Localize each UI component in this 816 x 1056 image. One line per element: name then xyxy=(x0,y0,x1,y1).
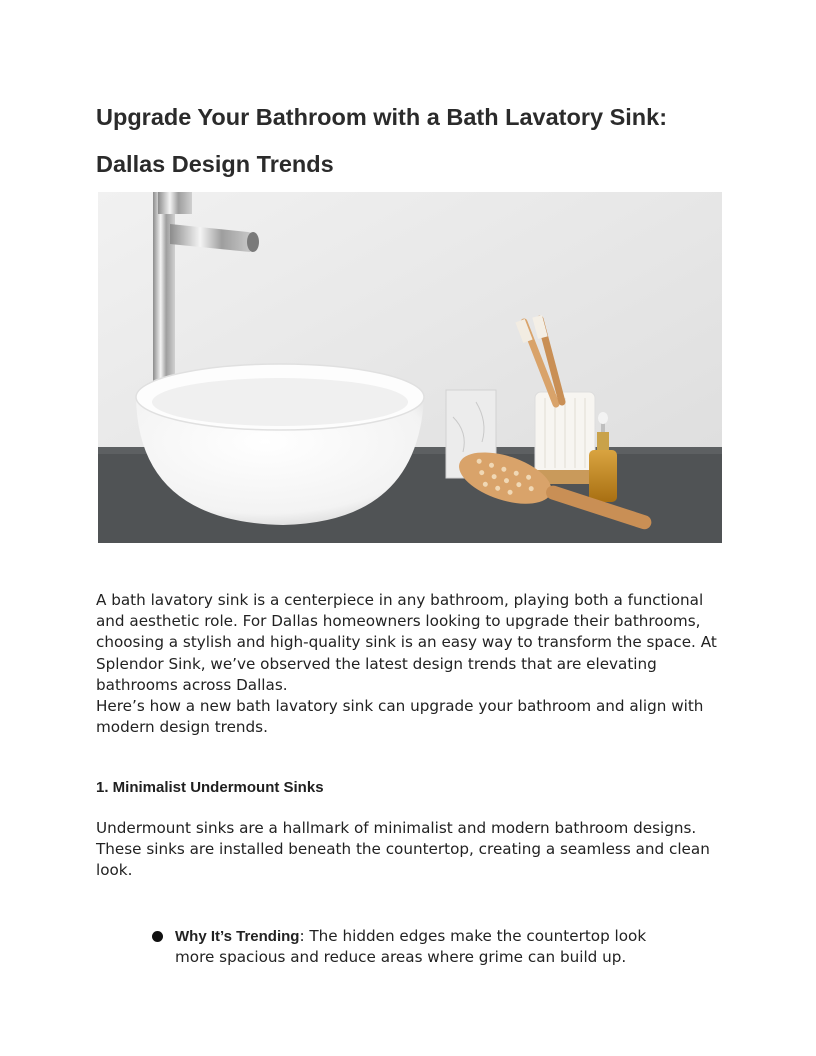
bullet-label: Why It’s Trending xyxy=(175,928,300,945)
article-title: Upgrade Your Bathroom with a Bath Lavatory Sink: Dallas Design Trends xyxy=(96,104,668,177)
bullet-list xyxy=(152,926,672,968)
section-heading: 1. Minimalist Undermount Sinks xyxy=(96,779,324,796)
bullet-icon xyxy=(152,931,163,942)
hero-image xyxy=(98,192,722,543)
intro-paragraph xyxy=(96,590,720,738)
bathroom-sink-photo xyxy=(98,192,722,543)
bullet-text: : The hidden edges make the countertop look more spacious and reduce areas where grime can build up. xyxy=(175,927,647,967)
intro-text-2: Here’s how a new bath lavatory sink can upgrade your bathroom and align with modern design trends. xyxy=(96,697,704,737)
intro-text-1: A bath lavatory sink is a centerpiece in any bathroom, playing both a functional and aesthetic role. For Dallas homeowners looking to upgrade their bathrooms, choosing a stylish and high-quality sink is an easy way to transform the space. At Splendor Sink, we’ve observed the latest design trends that are elevating bathrooms across Dallas. xyxy=(96,591,717,694)
list-item xyxy=(152,926,672,968)
section-body: Undermount sinks are a hallmark of minimalist and modern bathroom designs. These sinks are installed beneath the countertop, creating a seamless and clean look. xyxy=(96,819,710,880)
